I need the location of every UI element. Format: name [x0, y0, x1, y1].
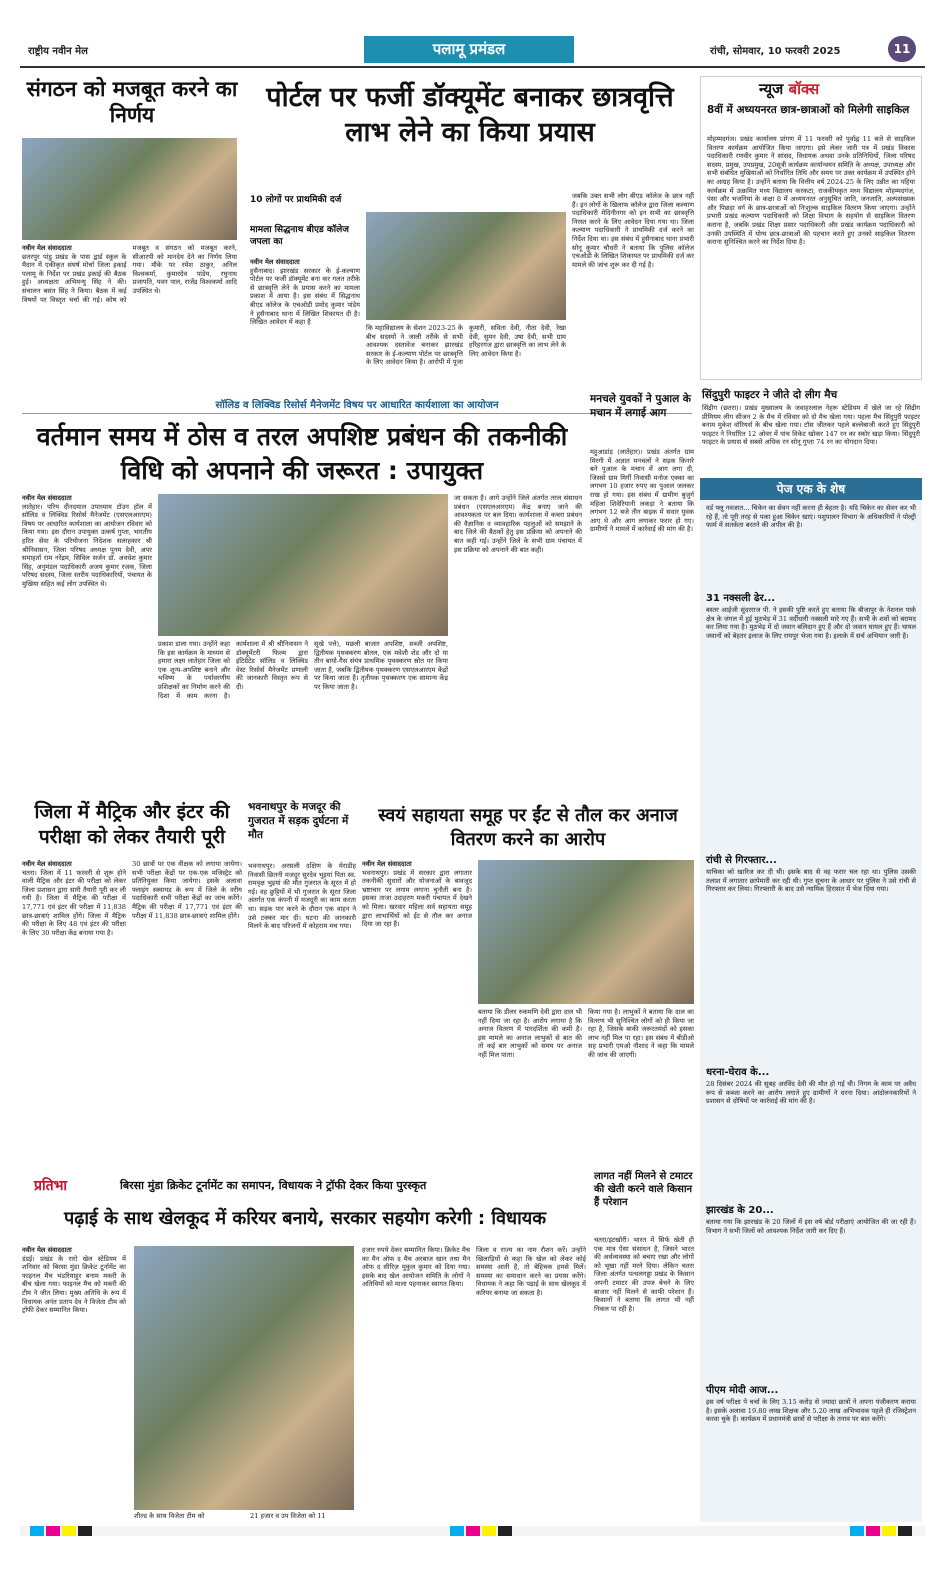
news-box-title-a: न्यूज — [759, 80, 784, 98]
shg-byline: नवीन मेल संवाददाता — [362, 860, 412, 868]
story-org-headline: संगठन को मजबूत करने का निर्णय — [26, 77, 238, 127]
pratibha-label-bar — [22, 1174, 118, 1198]
page-one-rest-body1: बस्तर आईजी सुंदरराज पी. ने इसकी पुष्टि करते हुए बताया कि बीजापुर के नेशनल पार्क क्षेत्र के जंगल में हुई मुठभेड़ में 31 वर्दीधारी नक्सली मारे गए हैं। सभी के शवों को बरामद कर लिया गया है। मुठभेड़ में दो जवान बलिदान हुए हैं और दो जवान घायल हुए हैं। घायल जवानों को बेहतर इलाज के लिए रायपुर भेजा गया है। इलाके में सर्च अभियान जारी है। — [706, 606, 916, 640]
issue-date: रांची, सोमवार, 10 फरवरी 2025 — [710, 46, 841, 57]
color-block-magenta — [46, 1526, 60, 1536]
matric-body-b: 30 छात्रों पर एक वीक्षक को लगाया जायेगा। सभी परीक्षा केंद्रों पर एक-एक मजिस्ट्रेट को प्रतिनियुक्त किया जायेगा। इसके अलावा फ्लाइंग स्क्वायड के रूप में जिले के वरीय पदाधिकारी सभी परीक्षा केंद्रों का जांच करेंगे। मैट्रिक की परीक्षा में 17,771 एवं इंटर की परीक्षा में 11,838 छात्र-छात्राएं शामिल होंगे। — [132, 860, 242, 920]
story-portal-body-a — [250, 258, 360, 378]
story-org-body — [22, 244, 237, 378]
page-one-rest-lead: वर्ड फ्लू नवजात... चिकेन का सेवन नहीं करना ही बेहतर है। यदि चिकेन का सेवन कर भी रहे हैं, तो पूरी तरह से पका हुआ चिकेन खाएं। पशुपालन विभाग के अधिकारियों ने पोल्ट्री फार्म में सतर्कता बरतने की अपील की है। — [706, 504, 916, 530]
pratibha-caption-b: 21 हजार व उप विजेता को 11 — [250, 1512, 326, 1520]
page-one-rest-body4: बताया गया कि झारखंड के 20 जिलों में इस वर्ष बोर्ड परीक्षाएं आयोजित की जा रही हैं। विभाग ने सभी जिलों को आवश्यक निर्देश जारी कर दिए हैं। — [706, 1218, 916, 1235]
waste-body-d: जा सकता है। आगे उन्होंने जिले अंतर्गत तरल संसाधन प्रबंधन (एसएलआरएम) केंद्र बनाए जाने की आवश्यकता पर बल दिया। कार्यशाला में कचरा प्रबंधन की वैज्ञानिक व व्यावहारिक पहलुओं को समझाने के बाद जिले की बैठकों हेतु इस प्रक्रिया को अपनाने की बात कही गई। उन्होंने जिले के सभी ग्राम पंचायत में इस प्रक्रिया को अपनाने की बात कही। — [454, 494, 582, 554]
story-portal-body-b: कि महाविद्यालय के सेशन 2023-25 के बीच सदस्यों ने जाली तरीके से सभी आवश्यक दस्तावेज बनाकर झारखंड सरकार के ई-कल्याण पोर्टल पर छात्रवृत्ति के लिए आवेदन किया है। आरोपी में पूजा कुमारी, सविता देवी, नीता देवी, रेखा देवी, सुमन देवी, उषा देवी, सभी ग्राम हरिहरगंज द्वारा छात्रवृत्ति का लाभ लेने के लिए आवेदन किया है। — [366, 324, 566, 367]
section-banner — [364, 36, 574, 63]
color-block-magenta-3 — [866, 1526, 880, 1536]
fire-body: महुआडांड़ (लातेहार)। प्रखंड अंतर्गत ग्राम मिरगी में अज्ञात मनचलों ने सड़क किनारे बने पुआल के मचान में आग लगा दी, जिससे ग्राम मिर्गी निवासी मनोज एक्का का लगभग 10 हजार रुपए का पुआल जलकर राख हो गया। इस संबंध में ग्रामीण बुजुर्ग महिला शिवेरियानी लकड़ा ने बताया कि लगभग 12 बजे तीन बाइक में सवार युवक आए थे और आग लगाकर फरार हो गए। ग्रामीणों ने मामले में कार्रवाई की मांग की है। — [590, 448, 694, 534]
waste-body-c: सूखे पत्ते), मछली बाजार अपशिष्ट, सब्जी अपशिष्ट, द्वितीयक पृथक्करण बोतल, एक मवेशी शेड और दो या तीन बायो-गैस संयंत्र प्राथमिक पृथक्करण स्रोत पर किया जाता है, जबकि द्वितीयक पृथक्करण एसएलआरएम केंद्रों पर किया जाता है। तृतीयक पृथक्करण एक सामान्य केंद्र पर किया जाता है। — [314, 640, 448, 691]
pratibha-photo — [134, 1246, 354, 1510]
page-one-rest-body5: इस वर्ष परीक्षा पे चर्चा के लिए 3.15 करोड़ से ज्यादा छात्रों ने अपना पंजीकरण कराया है। इसके अलावा 19.80 लाख शिक्षक और 5.20 लाख अभिभावक पहले ही रजिस्ट्रेशन करवा चुके हैं। कार्यक्रम में प्रधानमंत्री छात्रों से परीक्षा के तनाव पर बात करेंगे। — [706, 1398, 916, 1424]
color-block-cyan — [30, 1526, 44, 1536]
story-portal-text-a: हुसैनाबाद। झारखंड सरकार के ई-कल्याण पोर्टल पर फर्जी डॉक्यूमेंट बना कर गलत तरीके से छात्रवृत्ति लेने के प्रयास करने का मामला प्रकाश में आया है। इस संबंध में सिद्धनाथ बीएड कॉलेज के एचओडी प्रमोद कुमार पांडेय ने हुसैनाबाद थाना में लिखित शिकायत दी है। लिखित आवेदन में कहा है — [250, 266, 360, 327]
shg-body-b: बताया कि डीलर रुकमणि देवी द्वारा दाल भी नहीं दिया जा रहा है। आरोप लगाया है कि अनाज वितरण में पारदर्शिता की कमी है। इस मामले का अनाज लाभुकों से बात की तो कई बार लाभुकों को समय पर अनाज नहीं मिल पाता। — [478, 1008, 582, 1059]
color-block-yellow-3 — [882, 1526, 896, 1536]
page-one-rest-body2: याचिका को खारिज कर दी थी। इसके बाद से वह फरार चल रहा था। पुलिस उसकी तलाश में लगातार छापेमारी कर रही थी। गुप्त सूचना के आधार पर पुलिस ने उसे रांची से गिरफ्तार कर लिया। गिरफ्तारी के बाद उसे न्यायिक हिरासत में भेज दिया गया। — [706, 868, 916, 894]
color-block-black-3 — [898, 1526, 912, 1536]
story-portal-headline: पोर्टल पर फर्जी डॉक्यूमेंट बनाकर छात्रवृत्ति लाभ लेने का किया प्रयास — [266, 82, 674, 148]
matric-text-a: चतरा। जिला में 11 फरवरी से शुरू होने वाली मैट्रिक और इंटर की परीक्षा को लेकर जिला प्रशासन द्वारा सारी तैयारी पूरी कर ली गयी है। जिला में मैट्रिक की परीक्षा में 17,771 एवं इंटर की परीक्षा में 11,838 छात्र-छात्राएं शामिल होंगे। जिला में मैट्रिक की परीक्षा के लिए 48 एवं इंटर की परीक्षा के लिए 30 परीक्षा केंद्र बनाया गया है। — [22, 868, 126, 937]
sindupuri-body: सिंद्रीग (छतरा)। प्रखंड मुख्यालय के जवाहरलाल नेहरू स्टेडियम में खेले जा रहे सिंद्रीग प्रीमियम लीग सीजन 2 के मैच में रविवार को दो मैच खेला गया। पहला मैच सिंदुपुरी फाइटर बनाम मुकेश वॉरियर्स के बीच खेला गया। टॉस जीतकर पहले बल्लेबाजी करते हुए सिंदुपुरी फाइटर ने निर्धारित 12 ओवर में पांच विकेट खोकर 147 रन का स्कोर खड़ा किया। सिंदुपुरी फाइटर के प्रयास से सबसे अधिक रन सोनू गुप्ता 74 रन का योगदान दिया। — [702, 404, 920, 447]
color-block-cyan-3 — [850, 1526, 864, 1536]
waste-kicker: सॉलिड व लिक्विड रिसोर्स मैनेजमेंट विषय पर आधारित कार्यशाला का आयोजन — [215, 400, 499, 411]
story-portal-body-c: जबकि उक्त सभी लोग बीएड कॉलेज के छात्र नहीं हैं। इन लोगों के खिलाफ कॉलेज द्वारा जिला कल्याण पदाधिकारी मेदिनीनगर को इन सभी का छात्रवृत्ति निरस्त करने के लिए आवेदन दिया गया था। जिला कल्याण पदाधिकारी ने प्राथमिकी दर्ज करने का निर्देश दिया था। इस संबंध में हुसैनाबाद थाना प्रभारी सोनू कुमार चौधरी ने बताया कि पुलिस कॉलेज एचओडी के लिखित शिकायत पर प्राथमिकी दर्ज कर मामले की जांच शुरू कर दी गई है। — [572, 192, 694, 269]
page-one-rest-sub2: रांची से गिरफ्तार... — [706, 855, 777, 866]
shg-body-a — [362, 860, 472, 1160]
shg-headline: स्वयं सहायता समूह पर ईंट से तौल कर अनाज वितरण करने का आरोप — [378, 805, 678, 850]
matric-byline: नवीन मेल संवाददाता — [22, 860, 72, 868]
waste-text-a: लातेहार। परिय दीनदयाल उपाध्याय टॉउन हॉल में सॉलिड व लिक्विड रिसोर्स मैनेजमेंट (एसएलआरएम) विषय पर आधारित कार्यशाला का आयोजन रविवार को किया गया। इस दौरान उपायुक्त उत्कर्ष गुप्ता, भारतीय हरित सेवा के परियोजना निदेशक सलाहकार श्री श्रीनिवासन, जिला परिषद अध्यक्ष पूनम देवी, अपर समाहर्ता राम नरेंद्रम, सिविल सर्जन डॉ. अवधेश कुमार सिंह, अनुमंडल पदाधिकारी अजय कुमार रजक, जिला परिषद सदस्य, जिला स्तरीय पदाधिकारियों, पंचायत के मुखिया सहित कई लोग उपस्थित थे। — [22, 502, 152, 588]
print-registration-bar — [20, 1526, 925, 1536]
pratibha-headline: पढ़ाई के साथ खेलकूद में करियर बनाये, सरकार सहयोग करेगी : विधायक — [63, 1208, 547, 1229]
masthead-rule — [20, 66, 925, 68]
pratibha-body-a — [22, 1246, 126, 1522]
masthead — [20, 36, 925, 64]
matric-body-a — [22, 860, 126, 1160]
section-title: पलामू प्रमंडल — [432, 40, 506, 58]
story-portal-sub2: मामला सिद्धनाथ बीएड कॉलेज जपला का — [250, 225, 349, 247]
page-one-rest-sub3: धरना-घेराव के... — [706, 1067, 770, 1078]
waste-body-a — [22, 494, 152, 794]
story-portal-byline: नवीन मेल संवाददाता — [250, 258, 300, 266]
story-org-byline: नवीन मेल संवाददाता — [22, 244, 72, 252]
news-box-headline: 8वीं में अध्ययनरत छात्र-छात्राओं को मिलेगी साइकिल — [707, 104, 910, 116]
color-block-magenta-2 — [466, 1526, 480, 1536]
color-block-black-2 — [498, 1526, 512, 1536]
paper-name: राष्ट्रीय नवीन मेल — [28, 46, 88, 57]
pratibha-byline: नवीन मेल संवाददाता — [22, 1246, 72, 1254]
news-box-body: मोहम्मदगंज। प्रखंड कार्यालय प्रांगण में 11 फरवरी को पूर्वाह्न 11 बजे से साइकिल वितरण कार्यक्रम आयोजित किया जाएगा। इसे लेकर जारी पत्र में प्रखंड विकास पदाधिकारी रणवीर कुमार ने सांसद, विधायक अथवा उनके प्रतिनिधियों, जिला परिषद सदस्य, प्रमुख, उपप्रमुख, 20सूत्री कार्यक्रम कार्यान्वयन समिति के अध्यक्ष, उपाध्यक्ष और सभी संबंधित मुखियाओं को निर्धारित तिथि और समय पर उक्त कार्यक्रम में उपस्थित होने का आग्रह किया है। उन्होंने बताया कि वित्तीय वर्ष 2024-25 के लिए उन्नीत का पहिया कार्यक्रम में उत्क्रमित मध्य विद्यालय करकटा, राजकीयकृत मध्य विद्यालय मोहम्मदगंज, पंसा और भजनियां के कक्षा 8 में अध्ययनरत अनुसूचित जाति, जनजाति, अल्पसंख्यक और पिछड़ा वर्ग के छात्र-छात्राओं को निःशुल्क साइकिल वितरण किया जाएगा। उन्होंने प्रभारी प्रखंड कल्याण पदाधिकारी को शिक्षा विभाग के सहयोग से साइकिल वितरण कराना है, जबकि प्रखंड शिक्षा प्रसार पदाधिकारी और प्रखंड कार्यक्रम पदाधिकारी को उनकी उपस्थिति में योग्य छात्र-छात्राओं की पहचान करते हुए उनको साइकिल वितरण कराना सुनिश्चित करने का निर्देश दिया है। — [707, 135, 915, 247]
news-box-title — [759, 79, 819, 99]
story-org-photo — [22, 138, 237, 240]
bhawanathpur-headline: भवनाथपुर के मजदूर की गुजरात में सड़क दुर्घटना में मौत — [248, 801, 349, 841]
pratibha-body-c: जिला व राज्य का नाम रौशन करें। उन्होंने खिलाड़ियों से कहा कि खेल को लेकर कोई समस्या आती है, तो बेहिचक हमसे मिलें। समस्या का समाधान करने का प्रयास करेंगे। विधायक ने कहा कि पढ़ाई के साथ खेलकूद में करियर बनाया जा सकता है। — [476, 1246, 586, 1297]
color-block-yellow-2 — [482, 1526, 496, 1536]
color-block-yellow — [62, 1526, 76, 1536]
sindupuri-headline: सिंदुपुरी फाइटर ने जीते दो लीग मैच — [702, 389, 838, 401]
tomato-body: चतरा/इटखोरी। भारत में सिर्फ खेती ही एक मात्र ऐसा संसाधन है, जिसने भारत की अर्थव्यवस्था को बचाए रखा और लोगों को भूखा नहीं मरने दिया। लेकिन चतरा जिला अंतर्गत पत्थलगड्डा प्रखंड के किसान अपनी टमाटर की उपज बेचने के लिए बाजार नहीं मिलने से काफी परेशान हैं। किसानों ने बताया कि लागत भी नहीं निकल पा रही है। — [594, 1236, 694, 1313]
waste-body-b: प्रकाश डाला गया। उन्होंने कहा कि इस कार्यक्रम के माध्यम से हमारा लक्ष्य लातेहार जिला को एक शून्य-अपशिष्ट बनाने और भविष्य के पर्यावरणीय प्रशिक्षकों का निर्माण करने की दिशा में काम करना है। कार्यशाला में श्री श्रीनिवासन ने डॉक्यूमेंटरी फिल्म द्वारा इंटिग्रेटेड सॉलिड व लिक्विड वेस्ट रिसोर्स मैनेजमेंट प्रणाली की जानकारी विस्तृत रूप से दी। — [158, 640, 308, 700]
shg-body-c: किया गया है। लाभुकों ने बताया कि दाल का वितरण भी सुनिश्चित लोगों को ही किया जा रहा है, जिसके बाकी जरूरतमंदों को इसका लाभ नहीं मिल पा रहा। इस संबंध में बीडीओ सह प्रभारी एमओ नौशाद ने कहा कि मामले की जांच की जाएगी। — [588, 1008, 694, 1059]
pratibha-body-b: हजार रुपये देकर सम्मानित किया। क्रिकेट मैच का मैन ऑफ द मैच अरबाज खान तथा मैन ऑफ द सीरिज़ मुकुल कुमार को दिया गया। इसके बाद खेल आयोजन समिति के लोगों ने अतिथियों को माला पहनाकर स्वागत किया। — [362, 1246, 470, 1289]
tomato-headline: लागत नहीं मिलने से टमाटर की खेती करने वाले किसान हैं परेशान — [594, 1171, 693, 1208]
page-one-rest-sub5: पीएम मोदी आज... — [706, 1385, 779, 1396]
waste-headline: वर्तमान समय में ठोस व तरल अपशिष्ट प्रबंधन की तकनीकी विधि को अपनाने की जरूरत : उपायुक्त — [36, 422, 568, 485]
page-one-rest — [700, 478, 922, 1522]
story-portal-sub1: 10 लोगों पर प्राथमिकी दर्ज — [250, 195, 342, 205]
color-block-cyan-2 — [450, 1526, 464, 1536]
pratibha-kicker: बिरसा मुंडा क्रिकेट टूर्नामेंट का समापन, विधायक ने ट्रॉफी देकर किया पुरस्कृत — [120, 1179, 427, 1192]
pratibha-text-a: डंडई। प्रखंड के रारो खेल स्टेडियम में शनिवार को बिरसा मुंडा क्रिकेट टूर्नामेंट का फाइनल मैच भंडरियाहुर बनाम मकरी के बीच खेला गया। फाइनल मैच को मकरी की टीम ने जीत लिया। मुख्य अतिथि के रूप में विधायक अनंत प्रताप देव ने विजेता टीम को ट्रॉफी देकर सम्मानित किया। — [22, 1254, 126, 1315]
page-number: 11 — [888, 36, 916, 62]
page-one-rest-sub4: झारखंड के 20... — [706, 1205, 774, 1216]
fire-headline: मनचले युवकों ने पुआल के मचान में लगाई आग — [590, 393, 691, 419]
shg-text-a: भवनाथपुर। प्रखंड में सरकार द्वारा लगातार तकनीकी सुधारों और योजनाओं के बावजूद भ्रष्टाचार पर लगाम लगाना चुनौती बना है। इसका ताजा उदाहरण मकरी पंचायत में देखने को मिला। खरवार महिला सर्व सहायता समूह द्वारा लाभार्थियों को ईंट से तौल कर अनाज दिया जा रहा है। — [362, 868, 472, 929]
waste-byline: नवीन मेल संवाददाता — [22, 494, 72, 502]
bhawanathpur-body: भवनाथपुर। अरसली दक्षिण के मेराडीह निवासी छितनी मजदूर सुरदेव भुइयां पिता स्व. रामवृक्ष भुइयां की मौत गुजरात के सूरत में हो गई। वह छुट्टियों में भी गुजरात के सूरत जिला अंतर्गत एक कंपनी में मजदूरी का काम करता था। सड़क पार करने के दौरान एक वाहन ने उसे टक्कर मार दी। घटना की जानकारी मिलने के बाद परिजनों में कोहराम मच गया। — [248, 862, 356, 931]
waste-photo — [158, 494, 448, 636]
pratibha-label: प्रतिभा — [34, 1178, 68, 1194]
matric-headline: जिला में मैट्रिक और इंटर की परीक्षा को लेकर तैयारी पूरी — [34, 801, 230, 848]
page-one-rest-body3: 28 दिसंबर 2024 की सुबह अरविंद देवी की मौत हो गई थी। निगम के काम पर अवैध रूप से कब्जा करने का आरोप लगाते हुए ग्रामीणों ने धरना दिया। आंदोलनकारियों ने प्रशासन से दोषियों पर कार्रवाई की मांग की है। — [706, 1080, 916, 1106]
shg-photo — [478, 860, 694, 1004]
color-block-black — [78, 1526, 92, 1536]
news-box-title-b: बॉक्स — [788, 80, 820, 98]
story-org-text: छतरपुर पांडु प्रखंड के पास द्वार्ड स्कूल के मैदान में एकीकृत संघर्ष मोर्चा जिला इकाई पलामू के निर्देश पर प्रखंड इकाई की बैठक हुई। अध्यक्षता अभिमन्यु सिंह ने की। संचालन बसंत सिंह ने किया। बैठक में कई विषयों पर विस्तृत चर्चा की गई। कोष को मजबूत व संगठन को मजबूत करने, सीआरपी को मानदेय देने का निर्णय लिया गया। मौके पर रमेश ठाकुर, अनिल विश्वकर्मा, कुमारदेव पांडेय, रघुनाथ प्रजापति, पवन पाल, राजेंद्र विश्वकर्मा आदि उपस्थित थे। — [22, 244, 237, 304]
story-portal-photo — [366, 212, 566, 320]
pratibha-caption-a: शील्ड के साथ विजेता टीम को — [134, 1512, 205, 1520]
news-box — [700, 76, 922, 380]
page-one-rest-sub1: 31 नक्सली ढेर... — [706, 593, 776, 604]
page-one-rest-header: पेज एक के शेष — [700, 478, 922, 500]
